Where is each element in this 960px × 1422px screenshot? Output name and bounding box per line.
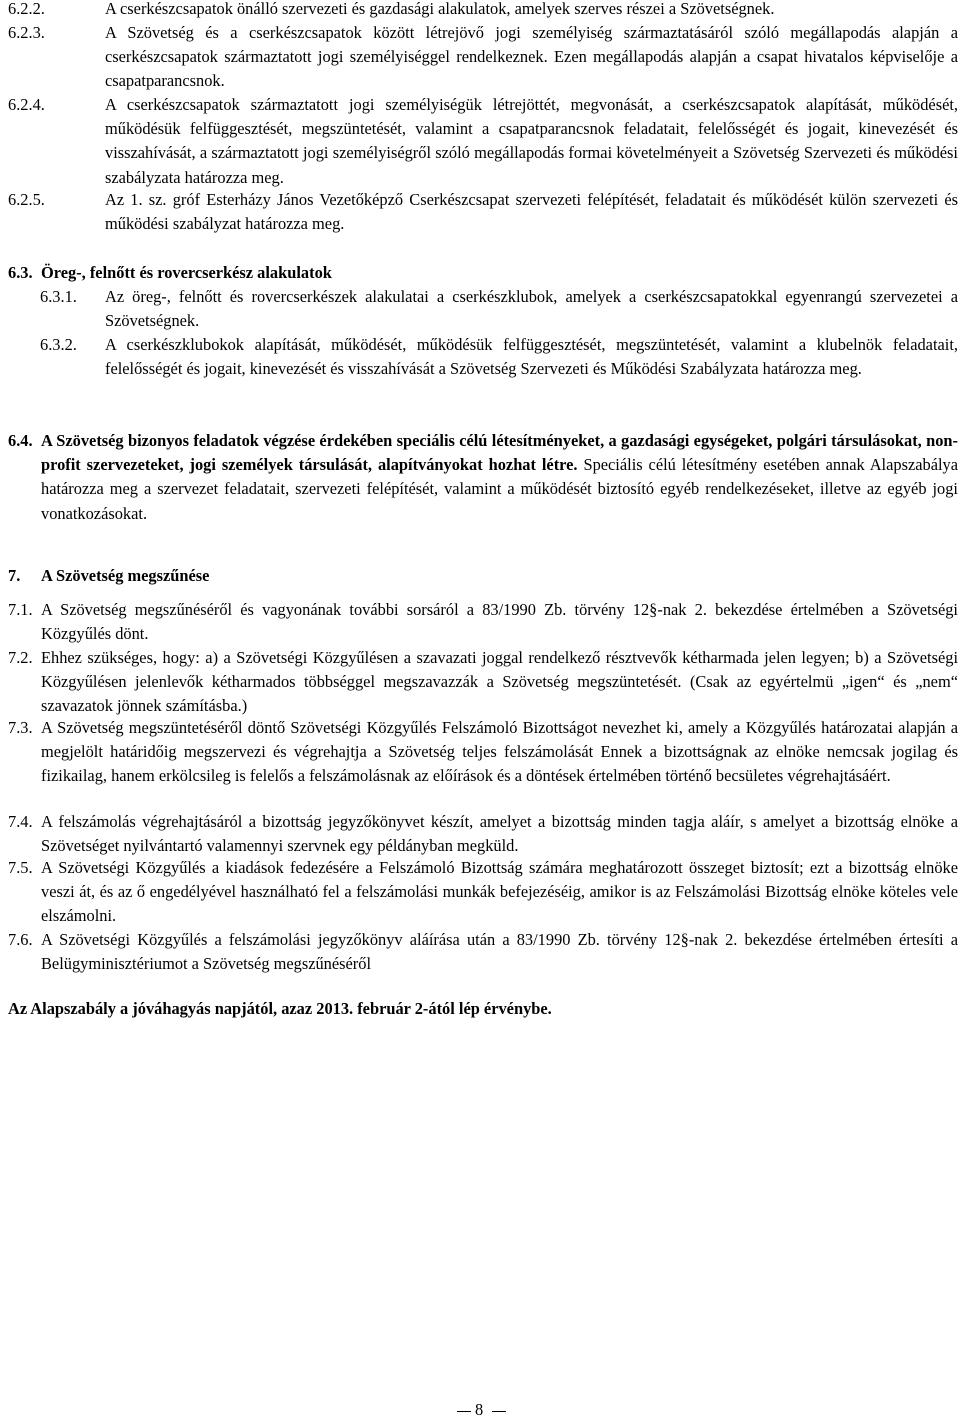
closing-statement: Az Alapszabály a jóváhagyás napjától, azaz 2013. február 2-ától lép érvénybe. <box>8 999 552 1018</box>
section-text: A Szövetség és a cserkészcsapatok között létrejövő jogi személyiség származtatásáról szóló megállapodás alapján a cserkészcsapatok származtatott jogi személyiséggel rendelkeznek. Ezen megállapodás alapján a csapat hivatalos képviselője a csapatparancsnok. <box>105 23 958 91</box>
section-number: 6.4. <box>8 431 33 450</box>
section-bold-text: A Szövetség bizonyos feladatok végzése érdekében speciális célú létesítményeket, a gazdasági egységeket, polgári társulásokat, non-profit szervezeteket, jogi személyek társulását, alapítványokat hozhat létre. <box>41 431 958 475</box>
section-number: 6.2.2. <box>8 0 45 18</box>
section-text: Az öreg-, felnőtt és rovercserkészek alakulatai a cserkészklubok, amelyek a cserkészcsapatokkal egyenrangú szervezetei a Szövetségnek. <box>105 287 958 331</box>
section-number: 7.3. <box>8 718 33 737</box>
section-6-3-heading <box>8 261 958 285</box>
section-6-3-2 <box>40 333 958 381</box>
section-text: A cserkészcsapatok önálló szervezeti és gazdasági alakulatok, amelyek szerves részei a Szövetségnek. <box>105 0 775 18</box>
section-text: Speciális célú létesítmény esetében annak Alapszabálya határozza meg a szervezet feladatait, szervezeti felépítését, valamint a működését biztosító egyéb rendelkezéseket, illetve az egyéb jogi vonatkozásokat. <box>41 455 959 523</box>
section-7-6 <box>8 928 958 976</box>
section-6-4 <box>8 429 958 526</box>
section-number: 6.2.4. <box>8 95 45 114</box>
section-text: A Szövetség megszüntetéséről döntő Szövetségi Közgyűlés Felszámoló Bizottságot nevezhet ki, amely a Közgyűlés határozatai alapján a megjelölt határidőig megszervezi és végrehajtja a Szövetség teljes felszámolását Ennek a bizottságnak az elnöke nemcsak jogilag és fizikailag, hanem erkölcsileg is felelős a felszámolásnak az előírások és a döntések értelmében történő becsületes végrehajtásáért. <box>41 718 958 786</box>
section-7-heading <box>8 564 958 588</box>
section-text: A Szövetségi Közgyűlés a felszámolási jegyzőkönyv aláírása után a 83/1990 Zb. törvény 12§-nak 2. bekezdése értelmében értesíti a Belügyminisztériumot a Szövetség megszűnéséről <box>41 930 958 974</box>
section-7-4 <box>8 810 958 858</box>
section-number: 6.3. <box>8 263 33 282</box>
section-number: 7.4. <box>8 812 33 831</box>
section-number: 7.6. <box>8 930 33 949</box>
section-number: 6.3.1. <box>40 287 77 306</box>
section-6-3-1 <box>40 285 958 333</box>
section-7-2 <box>8 646 958 719</box>
section-6-2-2 <box>8 0 958 21</box>
section-number: 7.2. <box>8 648 33 667</box>
footer-dash-left <box>457 1411 471 1412</box>
section-title: A Szövetség megszűnése <box>41 566 210 585</box>
section-number: 7.1. <box>8 600 33 619</box>
section-text: Az 1. sz. gróf Esterházy János Vezetőképző Cserkészcsapat szervezeti felépítését, feladatait és működését külön szervezeti és működési szabályzat határozza meg. <box>105 190 958 234</box>
section-text: A felszámolás végrehajtásáról a bizottság jegyzőkönyvet készít, amelyet a bizottság minden tagja aláír, s amelyet a bizottság elnöke a Szövetséget nyilvántartó valamennyi szervnek egy példányban megküld. <box>41 812 958 856</box>
section-text: A cserkészcsapatok származtatott jogi személyiségük létrejöttét, megvonását, a cserkészcsapatok alapítását, működését, működésük felfüggesztését, megszüntetését, valamint a csapatparancsnok feladatait, felelősségét és jogait, kinevezését és visszahívását, a származtatott jogi személyiségről szóló megállapodás formai követelményeit a Szövetség Szervezeti és működési szabályzata határozza meg. <box>105 95 958 187</box>
footer-dash-right <box>492 1411 506 1412</box>
section-number: 6.2.3. <box>8 23 45 42</box>
section-number: 6.3.2. <box>40 335 77 354</box>
section-7-5 <box>8 856 958 929</box>
section-number: 7.5. <box>8 858 33 877</box>
section-title: Öreg-, felnőtt és rovercserkész alakulatok <box>41 263 332 282</box>
section-6-2-5 <box>8 188 958 236</box>
section-text: A Szövetség megszűnéséről és vagyonának további sorsáról a 83/1990 Zb. törvény 12§-nak 2. bekezdése értelmében a Szövetségi Közgyűlés dönt. <box>41 600 958 644</box>
section-number: 7. <box>8 566 21 585</box>
section-6-2-3 <box>8 21 958 94</box>
section-number: 6.2.5. <box>8 190 45 209</box>
section-7-3 <box>8 716 958 789</box>
section-6-2-4 <box>8 93 958 190</box>
page-number: 8 <box>475 1400 484 1419</box>
section-7-1 <box>8 598 958 646</box>
section-text: Ehhez szükséges, hogy: a) a Szövetségi Közgyűlésen a szavazati joggal rendelkező résztvevők kétharmada jelen legyen; b) a Szövetségi Közgyűlésen jelenlevők kétharmados többséggel megszavazzák a Szövetség megszüntetését. (Csak az egyértelmü „igen“ és „nem“ szavazatok jönnek számításba.) <box>41 648 958 716</box>
section-text: A cserkészklubokok alapítását, működését, működésük felfüggesztését, megszüntetését, valamint a klubelnök feladatait, felelősségét és jogait, kinevezését és visszahívását a Szövetség Szervezeti és Működési Szabályzata határozza meg. <box>105 335 958 379</box>
section-text: A Szövetségi Közgyűlés a kiadások fedezésére a Felszámoló Bizottság számára meghatározott összeget biztosít; ezt a bizottság elnöke veszi át, és az ő engedélyével használható fel a felszámolási munkák befejezéséig, amikor is az Felszámolási Bizottság elnöke köteles vele elszámolni. <box>41 858 958 926</box>
